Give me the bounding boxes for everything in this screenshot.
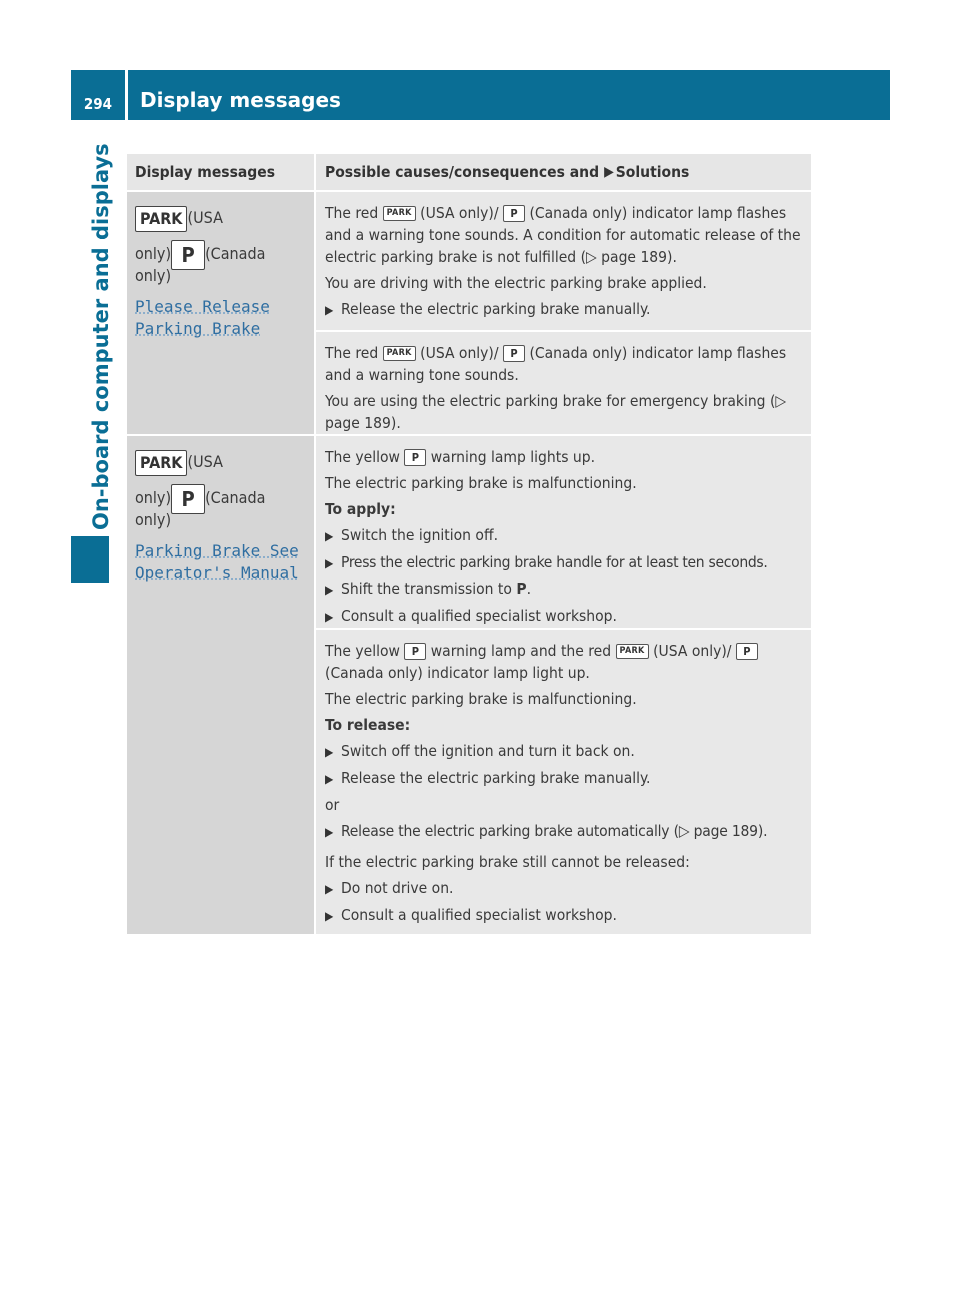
only-label: only): [135, 244, 172, 263]
parking-brake-icon: P: [171, 484, 205, 514]
step-text: Do not drive on.: [341, 879, 454, 897]
or-text: or: [325, 796, 340, 814]
solution-step: [325, 298, 803, 321]
step-text: Consult a qualified specialist workshop.: [341, 607, 617, 625]
message-cell: [127, 192, 314, 434]
solution-step: [325, 524, 803, 547]
side-tab-marker: [71, 536, 109, 583]
page-number: 294: [83, 95, 113, 113]
column-header-messages: Display messages: [135, 163, 276, 181]
step-text: Consult a qualified specialist workshop.: [341, 906, 617, 924]
step-arrow-icon: ▶: [325, 882, 334, 896]
intro-text: (USA only)/: [420, 204, 499, 222]
display-message-text: Please Release: [135, 297, 270, 316]
step-text: Switch off the ignition and turn it back on.: [341, 742, 635, 760]
intro-text: (USA only)/: [420, 344, 499, 362]
condition-text: If the electric parking brake still cannot be released:: [325, 853, 690, 871]
parking-brake-indicator-icon: P: [404, 449, 426, 466]
intro-text: The red: [325, 204, 379, 222]
cause-text: The electric parking brake is malfunctioning.: [325, 474, 637, 492]
step-arrow-icon: ▶: [325, 610, 334, 624]
intro-text: (Canada only) indicator lamp flashes and a warning tone sounds.: [325, 344, 787, 384]
solution-step: [325, 551, 803, 574]
step-text: Shift the transmission to: [341, 580, 512, 598]
cause-text: You are driving with the electric parking brake applied.: [325, 274, 707, 292]
solution-arrow-icon: ▶: [604, 164, 614, 180]
step-arrow-icon: ▶: [325, 556, 334, 570]
park-indicator-icon: PARK: [616, 644, 649, 659]
only-label: only): [135, 266, 172, 285]
step-arrow-icon: ▶: [325, 825, 334, 839]
intro-text: (Canada only) indicator lamp flashes and a warning tone sounds. A condition for automatic release of the electric parking brake is not fulfilled (▷ page 189).: [325, 204, 801, 266]
solutions-cell: [314, 436, 811, 934]
step-arrow-icon: ▶: [325, 745, 334, 759]
page-title: Display messages: [140, 88, 341, 112]
step-arrow-icon: ▶: [325, 529, 334, 543]
table-header: [127, 154, 811, 192]
column-header-solutions: [314, 154, 811, 190]
table-row: [127, 192, 811, 436]
step-arrow-icon: ▶: [325, 583, 334, 597]
side-section-label: On-board computer and displays: [89, 143, 113, 530]
parking-brake-indicator-icon: P: [503, 345, 525, 362]
column-header-solutions-label: Solutions: [615, 163, 690, 181]
step-text: Release the electric parking brake manually.: [341, 300, 651, 318]
intro-text: (Canada only) indicator lamp light up.: [325, 664, 590, 682]
solution-step: [325, 767, 803, 790]
usa-label: (USA: [187, 208, 223, 227]
canada-label: (Canada: [205, 244, 266, 263]
cause-text: You are using the electric parking brake for emergency braking (▷ page 189).: [325, 392, 787, 432]
display-message-text: Parking Brake: [135, 319, 261, 338]
parking-brake-indicator-icon: P: [404, 643, 426, 660]
step-arrow-icon: ▶: [325, 909, 334, 923]
only-label: only): [135, 510, 172, 529]
parking-brake-icon: P: [171, 240, 205, 270]
message-cell: [127, 436, 314, 934]
intro-text: The yellow: [325, 448, 400, 466]
solution-step: [325, 578, 803, 601]
intro-text: warning lamp and the red: [430, 642, 612, 660]
intro-text: (USA only)/: [653, 642, 732, 660]
step-text: Switch the ignition off.: [341, 526, 498, 544]
step-text: .: [526, 580, 532, 598]
table-row: [127, 436, 811, 936]
park-warning-icon: PARK: [135, 206, 187, 232]
display-messages-table: [127, 154, 811, 936]
solution-step: [325, 740, 803, 763]
column-header-causes: Possible causes/consequences and: [325, 163, 600, 181]
solution-block: [316, 436, 811, 628]
solution-step: [325, 904, 803, 927]
only-label: only): [135, 488, 172, 507]
park-warning-icon: PARK: [135, 450, 187, 476]
solution-step: [325, 820, 803, 843]
solution-block: [316, 330, 811, 434]
usa-label: (USA: [187, 452, 223, 471]
solution-block: [316, 192, 811, 330]
intro-text: The red: [325, 344, 379, 362]
park-indicator-icon: PARK: [383, 346, 416, 361]
display-message-text: Operator's Manual: [135, 563, 299, 582]
step-text: Press the electric parking brake handle for at least ten seconds.: [341, 553, 768, 571]
step-arrow-icon: ▶: [325, 772, 334, 786]
step-text: Release the electric parking brake manually.: [341, 769, 651, 787]
procedure-heading: To release:: [325, 716, 411, 734]
solution-block: [316, 628, 811, 934]
canada-label: (Canada: [205, 488, 266, 507]
intro-text: The yellow: [325, 642, 400, 660]
step-text: Release the electric parking brake automatically (▷ page 189).: [341, 822, 768, 840]
solution-step: [325, 605, 803, 628]
step-arrow-icon: ▶: [325, 303, 334, 317]
procedure-heading: To apply:: [325, 500, 396, 518]
header-divider: [125, 70, 128, 120]
parking-brake-indicator-icon: P: [503, 205, 525, 222]
display-message-text: Parking Brake See: [135, 541, 299, 560]
park-indicator-icon: PARK: [383, 206, 416, 221]
solutions-cell: [314, 192, 811, 434]
solution-step: [325, 877, 803, 900]
cause-text: The electric parking brake is malfunctioning.: [325, 690, 637, 708]
gear-position-p: P: [516, 580, 527, 598]
parking-brake-indicator-icon: P: [736, 643, 758, 660]
intro-text: warning lamp lights up.: [430, 448, 596, 466]
